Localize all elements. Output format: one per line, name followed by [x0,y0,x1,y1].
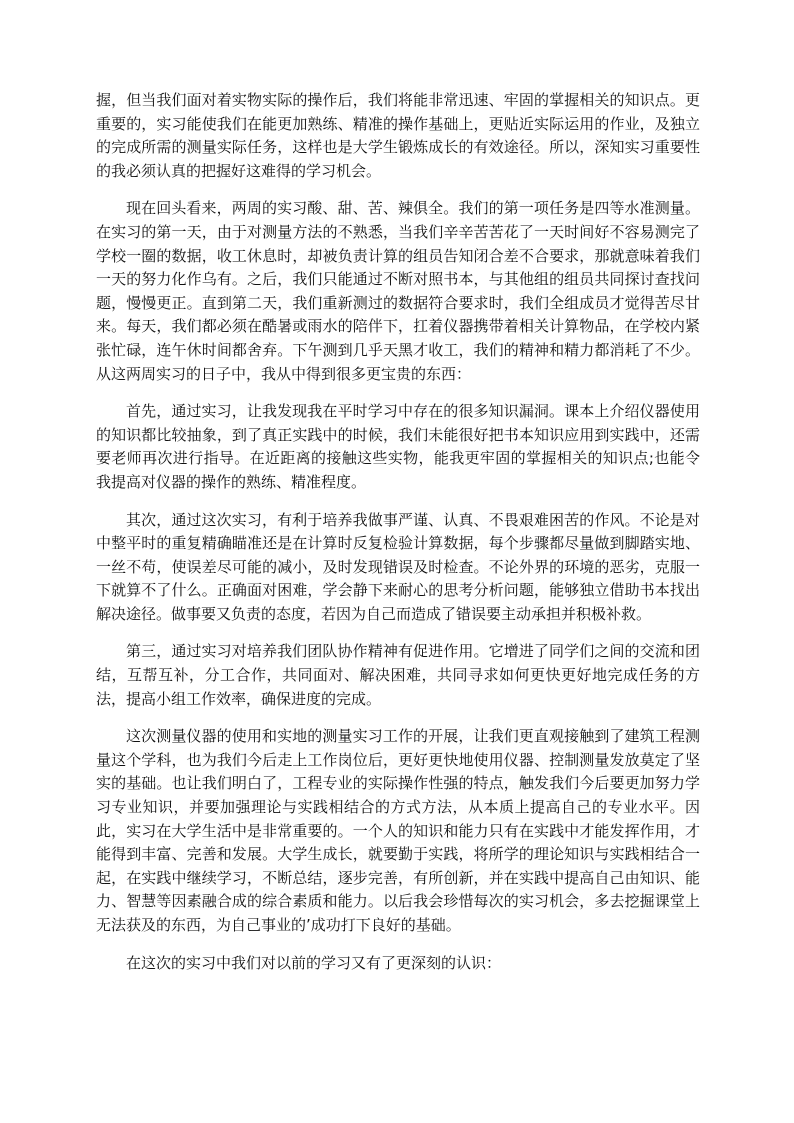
paragraph-reflection: 现在回头看来，两周的实习酸、甜、苦、辣俱全。我们的第一项任务是四等水准测量。在实习的第一天，由于对测量方法的不熟悉，当我们辛辛苦苦花了一天时间好不容易测完了学校一圈的数据，收工休息时，却被负责计算的组员告知闭合差不合要求，那就意味着我们一天的努力化作乌有。之后，我们只能通过不断对照书本，与其他组的组员共同探讨查找问题，慢慢更正。直到第二天，我们重新测过的数据符合要求时，我们全组成员才觉得苦尽甘来。每天，我们都必须在酷暑或雨水的陪伴下，扛着仪器携带着相关计算物品，在学校内紧张忙碌，连午休时间都舍弃。下午测到几乎天黑才收工，我们的精神和精力都消耗了不少。从这两周实习的日子中，我从中得到很多更宝贵的东西： [96,199,700,383]
paragraph-second-point: 其次，通过这次实习，有利于培养我做事严谨、认真、不畏艰难困苦的作风。不论是对中整平时的重复精确瞄准还是在计算时反复检验计算数据，每个步骤都尽量做到脚踏实地、一丝不苟，使误差尽可能的减小，及时发现错误及时检查。不论外界的环境的恶劣，克服一下就算不了什么。正确面对困难，学会静下来耐心的思考分析问题，能够独立借助书本找出解决途径。做事要又负责的态度，若因为自己而造成了错误要主动承担并积极补救。 [96,510,700,623]
paragraph-summary: 这次测量仪器的使用和实地的测量实习工作的开展，让我们更直观接触到了建筑工程测量这个学科，也为我们今后走上工作岗位后，更好更快地使用仪器、控制测量发放莫定了坚实的基础。也让我们明白了，工程专业的实际操作性强的特点，触发我们今后要更加努力学习专业知识，并要加强理论与实践相结合的方式方法，从本质上提高自己的专业水平。因此，实习在大学生活中是非常重要的。一个人的知识和能力只有在实践中才能发挥作用，才能得到丰富、完善和发展。大学生成长，就要勤于实践，将所学的理论知识与实践相结合一起，在实践中继续学习，不断总结，逐步完善，有所创新，并在实践中提高自己由知识、能力、智慧等因素融合成的综合素质和能力。以后我会珍惜每次的实习机会，多去挖掘课堂上无法获及的东西，为自己事业的’成功打下良好的基础。 [96,727,700,934]
paragraph-closing: 在这次的实习中我们对以前的学习又有了更深刻的认识： [126,953,502,972]
paragraph-continuation: 握，但当我们面对着实物实际的操作后，我们将能非常迅速、牢固的掌握相关的知识点。更重要的，实习能使我们在能更加熟练、精准的操作基础上，更贴近实际运用的作业，及独立的完成所需的测量实际任务，这样也是大学生锻炼成长的有效途径。所以，深知实习重要性的我必须认真的把握好这难得的学习机会。 [96,91,700,180]
document-page [96,89,700,975]
paragraph-first-point: 首先，通过实习，让我发现我在平时学习中存在的很多知识漏洞。课本上介绍仪器使用的知识都比较抽象，到了真正实践中的时候，我们未能很好把书本知识应用到实践中，还需要老师再次进行指导。在近距离的接触这些实物，能我更牢固的掌握相关的知识点;也能令我提高对仪器的操作的熟练、精准程度。 [96,402,700,491]
paragraph-third-point: 第三，通过实习对培养我们团队协作精神有促进作用。它增进了同学们之间的交流和团结，互帮互补，分工合作，共同面对、解决困难，共同寻求如何更快更好地完成任务的方法，提高小组工作效率，确保进度的完成。 [96,642,700,708]
